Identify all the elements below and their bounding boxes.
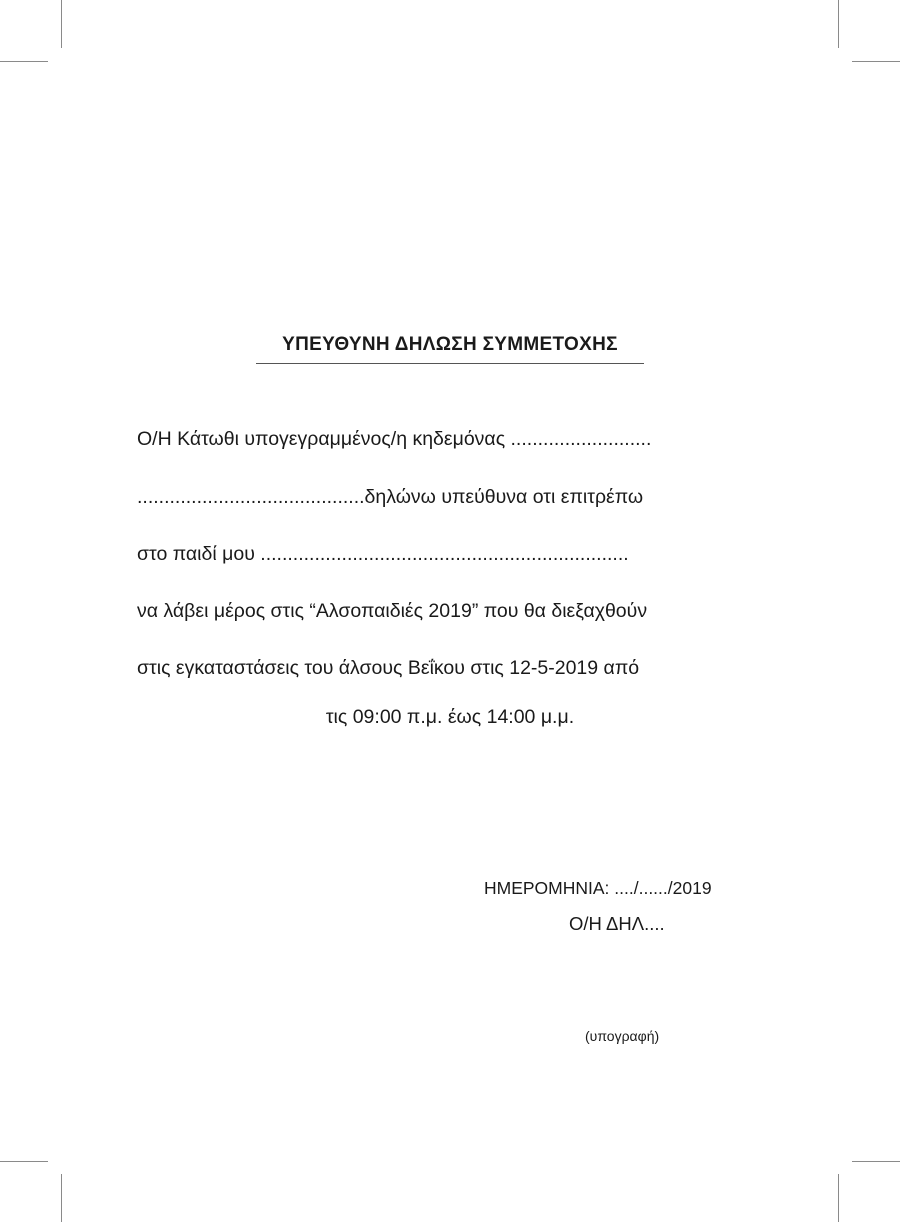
crop-mark-top-left-vertical <box>61 0 62 48</box>
crop-mark-bottom-right-vertical <box>838 1174 839 1222</box>
body-line-child: στο παιδί μου .................................................................... <box>137 543 629 565</box>
crop-mark-bottom-left-horizontal <box>0 1161 48 1162</box>
crop-mark-top-left-horizontal <box>0 61 48 62</box>
body-line-guardian: Ο/Η Κάτωθι υπογεγραμμένος/η κηδεμόνας .......................... <box>137 428 652 450</box>
body-line-location: στις εγκαταστάσεις του άλσους Βεΐκου στις 12-5-2019 από <box>137 657 640 679</box>
signature-label: (υπογραφή) <box>585 1028 660 1044</box>
document-title: ΥΠΕΥΘΥΝΗ ΔΗΛΩΣΗ ΣΥΜΜΕΤΟΧΗΣ <box>282 334 618 355</box>
date-field: ΗΜΕΡΟΜΗΝΙΑ: ..../....../2019 <box>484 878 712 898</box>
declarant-label: Ο/Η ΔΗΛ.... <box>569 913 665 934</box>
crop-mark-top-right-vertical <box>838 0 839 48</box>
crop-mark-top-right-horizontal <box>852 61 900 62</box>
body-line-time: τις 09:00 π.μ. έως 14:00 μ.μ. <box>325 706 575 728</box>
body-line-event: να λάβει μέρος στις “Αλσοπαιδιές 2019” που θα διεξαχθούν <box>137 600 648 622</box>
title-underline <box>256 363 644 364</box>
crop-mark-bottom-left-vertical <box>61 1174 62 1222</box>
crop-mark-bottom-right-horizontal <box>852 1161 900 1162</box>
body-line-declaration: ..........................................δηλώνω υπεύθυνα οτι επιτρέπω <box>137 486 644 508</box>
